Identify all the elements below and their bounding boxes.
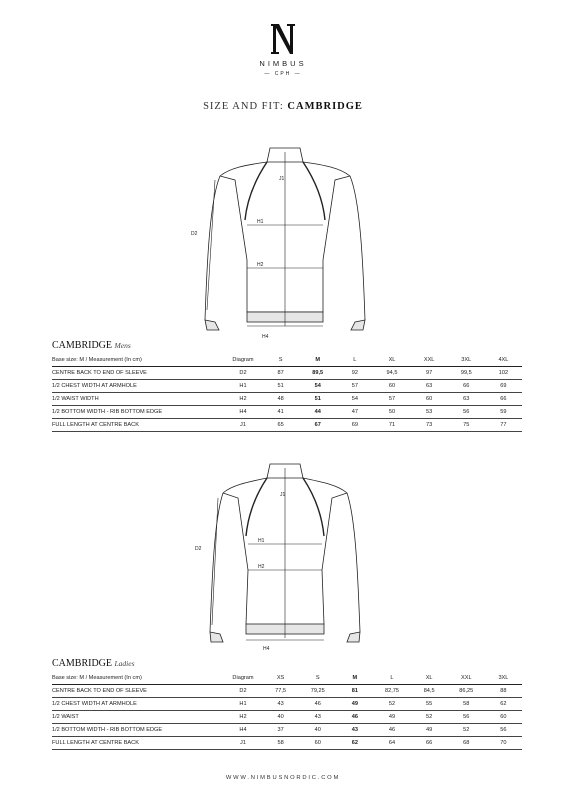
table-cell: 64 [388,740,396,746]
table-cell: 44 [314,409,321,415]
table-cell: 63 [463,396,470,402]
table-cell: 54 [351,396,358,402]
table-cell: 60 [426,396,433,402]
row-label: 1/2 WAIST WIDTH [52,396,99,402]
table-cell: 97 [426,370,433,376]
table-cell: 51 [314,396,321,402]
ladies-j1-label: J1 [280,492,286,498]
table-cell: 41 [277,409,284,415]
table-cell: 46 [314,701,321,707]
table-row [52,419,522,432]
table-cell: 92 [351,370,358,376]
ladies-size-table [52,658,522,750]
mens-size-header: M [315,357,321,363]
row-label: CENTRE BACK TO END OF SLEEVE [52,370,147,376]
ladies-size-header: XXL [460,675,472,681]
table-cell: 47 [351,409,358,415]
mens-header-row [52,354,522,367]
table-cell: 60 [388,383,396,389]
row-label: 1/2 CHEST WIDTH AT ARMHOLE [52,701,137,707]
table-cell: 75 [463,422,470,428]
row-label: 1/2 BOTTOM WIDTH - RIB BOTTOM EDGE [52,727,163,733]
table-cell: 63 [426,383,433,389]
table-cell: 79,25 [310,688,325,694]
table-cell: 50 [388,409,396,415]
table-cell: 62 [351,740,358,746]
row-diagram-code: H4 [239,727,247,733]
table-cell: 46 [351,714,358,720]
table-cell: 48 [277,396,284,402]
table-cell: 70 [500,740,507,746]
row-diagram-code: D2 [239,370,247,376]
table-cell: 77,5 [275,688,287,694]
table-row [52,711,522,724]
table-cell: 60 [314,740,321,746]
ladies-jacket-diagram [190,460,380,660]
table-cell: 86,25 [459,688,474,694]
ladies-size-header: XS [276,675,285,681]
table-cell: 43 [277,701,284,707]
table-cell: 51 [277,383,284,389]
table-cell: 58 [277,740,284,746]
table-cell: 56 [463,714,470,720]
mens-subtitle: Mens [114,341,131,350]
mens-diagram-header: Diagram [232,357,254,363]
table-cell: 73 [426,422,433,428]
table-cell: 66 [500,396,507,402]
table-cell: 46 [388,727,396,733]
table-cell: 66 [426,740,433,746]
table-cell: 43 [314,714,321,720]
row-diagram-code: H2 [239,396,247,402]
ladies-h2-label: H2 [258,564,265,570]
page-title [0,101,566,112]
table-cell: 58 [463,701,470,707]
row-diagram-code: J1 [240,740,246,746]
mens-base-size: Base size: M / Measurement (In cm) [52,357,142,363]
mens-size-header: XXL [423,357,435,363]
table-row [52,406,522,419]
row-diagram-code: H1 [239,383,247,389]
table-cell: 52 [463,727,470,733]
row-label: 1/2 CHEST WIDTH AT ARMHOLE [52,383,137,389]
table-cell: 62 [500,701,507,707]
mens-title: CAMBRIDGE [52,340,113,351]
mens-size-header: 4XL [498,357,509,363]
ladies-header-row [52,672,522,685]
ladies-title: CAMBRIDGE [52,658,113,669]
table-row [52,367,522,380]
mens-table-title [52,340,522,354]
mens-h2-label: H2 [257,262,264,268]
ladies-size-header: L [390,675,394,681]
table-cell: 89,5 [312,370,324,376]
row-label: FULL LENGTH AT CENTRE BACK [52,740,139,746]
title-prefix: SIZE AND FIT: [203,101,284,112]
table-cell: 43 [351,727,358,733]
table-cell: 49 [388,714,396,720]
nimbus-n-logo-icon [268,22,298,56]
table-cell: 77 [500,422,507,428]
ladies-size-header: 3XL [498,675,509,681]
row-label: 1/2 BOTTOM WIDTH - RIB BOTTOM EDGE [52,409,163,415]
row-diagram-code: H2 [239,714,247,720]
mens-size-header: 3XL [461,357,472,363]
ladies-base-size: Base size: M / Measurement (In cm) [52,675,142,681]
table-cell: 49 [426,727,433,733]
mens-size-header: XL [388,357,396,363]
ladies-diagram-header: Diagram [232,675,254,681]
mens-j1-label: J1 [279,176,285,182]
table-cell: 56 [500,727,507,733]
ladies-d2-label: D2 [195,546,202,552]
table-cell: 49 [351,701,358,707]
table-cell: 88 [500,688,507,694]
row-label: 1/2 WAIST [52,714,79,720]
mens-size-header: S [278,357,283,363]
mens-d2-label: D2 [191,231,198,237]
ladies-size-header: S [315,675,320,681]
table-row [52,685,522,698]
table-cell: 94,5 [386,370,398,376]
ladies-h1-label: H1 [258,538,265,544]
table-cell: 57 [351,383,358,389]
table-row [52,393,522,406]
table-cell: 52 [426,714,433,720]
table-cell: 55 [426,701,433,707]
table-cell: 59 [500,409,507,415]
table-cell: 57 [388,396,396,402]
table-cell: 54 [314,383,321,389]
table-cell: 56 [463,409,470,415]
row-diagram-code: H4 [239,409,247,415]
mens-size-header: L [353,357,357,363]
table-cell: 81 [351,688,358,694]
table-cell: 67 [314,422,321,428]
table-cell: 52 [388,701,396,707]
table-cell: 99,5 [460,370,472,376]
ladies-size-header: XL [425,675,433,681]
table-row [52,737,522,750]
table-row [52,724,522,737]
mens-jacket-diagram [185,140,385,350]
table-cell: 84,5 [423,688,435,694]
table-cell: 53 [426,409,433,415]
title-product: CAMBRIDGE [287,101,363,112]
brand-sub: — CPH — [264,71,302,77]
mens-h1-label: H1 [257,219,264,225]
footer-url: WWW.NIMBUSNORDIC.COM [225,775,341,781]
table-cell: 37 [277,727,284,733]
table-cell: 68 [463,740,470,746]
table-cell: 65 [277,422,284,428]
row-label: CENTRE BACK TO END OF SLEEVE [52,688,147,694]
ladies-h4-label: H4 [263,646,270,652]
row-diagram-code: D2 [239,688,247,694]
mens-h4-label: H4 [262,334,269,340]
ladies-subtitle: Ladies [114,659,135,668]
table-cell: 66 [463,383,470,389]
table-cell: 40 [277,714,284,720]
row-label: FULL LENGTH AT CENTRE BACK [52,422,139,428]
ladies-table-title [52,658,522,672]
table-row [52,698,522,711]
mens-size-table [52,340,522,432]
table-cell: 40 [314,727,321,733]
table-cell: 102 [498,370,509,376]
table-cell: 87 [277,370,284,376]
brand-logo [0,22,566,77]
table-row [52,380,522,393]
table-cell: 69 [500,383,507,389]
table-cell: 60 [500,714,507,720]
row-diagram-code: H1 [239,701,247,707]
table-cell: 71 [388,422,396,428]
table-cell: 82,75 [384,688,399,694]
ladies-size-header: M [352,675,358,681]
table-cell: 69 [351,422,358,428]
brand-name: NIMBUS [259,59,307,68]
row-diagram-code: J1 [240,422,246,428]
